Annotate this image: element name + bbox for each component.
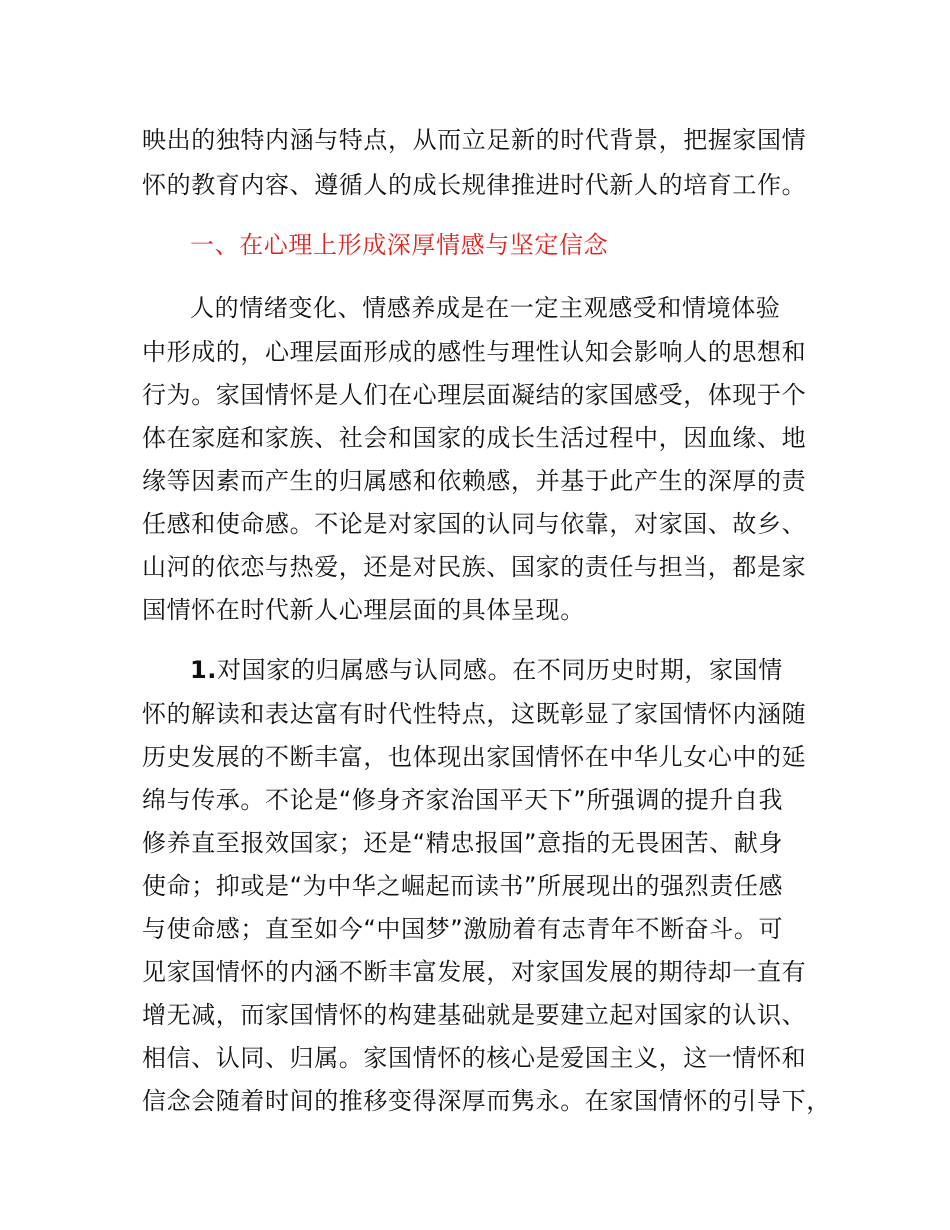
paragraph-line: 怀的解读和表达富有时代性特点，这既彰显了家国情怀内涵随 <box>142 700 807 728</box>
paragraph-line: 见家国情怀的内涵不断丰富发展，对家国发展的期待却一直有 <box>142 958 807 986</box>
paragraph-line: 使命；抑或是“为中华之崛起而读书”所展现出的强烈责任感 <box>142 872 784 900</box>
paragraph-line: 山河的依恋与热爱，还是对民族、国家的责任与担当，都是家 <box>142 553 807 581</box>
point-1-line <box>190 655 783 685</box>
paragraph-line: 与使命感；直至如今“中国梦”激励着有志青年不断奋斗。可 <box>142 915 784 943</box>
paragraph-line: 增无减，而家国情怀的构建基础就是要建立起对国家的认识、 <box>142 1001 807 1029</box>
paragraph-line: 信念会随着时间的推移变得深厚而隽永。在家国情怀的引导下， <box>142 1087 831 1115</box>
intro-line: 怀的教育内容、遵循人的成长规律推进时代新人的培育工作。 <box>142 171 807 199</box>
point-text: 对国家的归属感与认同感。在不同历史时期，家国情 <box>217 656 783 684</box>
paragraph-line: 国情怀在时代新人心理层面的具体呈现。 <box>142 596 585 624</box>
paragraph-line: 缘等因素而产生的归属感和依赖感，并基于此产生的深厚的责 <box>142 467 807 495</box>
paragraph-line: 体在家庭和家族、社会和国家的成长生活过程中，因血缘、地 <box>142 424 807 452</box>
paragraph-line: 任感和使命感。不论是对家国的认同与依靠，对家国、故乡、 <box>142 510 807 538</box>
paragraph-line: 修养直至报效国家；还是“精忠报国”意指的无畏困苦、献身 <box>142 829 784 857</box>
intro-line: 映出的独特内涵与特点，从而立足新的时代背景，把握家国情 <box>142 126 807 154</box>
paragraph-line: 中形成的，心理层面形成的感性与理性认知会影响人的思想和 <box>142 338 807 366</box>
paragraph-line: 人的情绪变化、情感养成是在一定主观感受和情境体验 <box>190 294 781 322</box>
paragraph-line: 相信、认同、归属。家国情怀的核心是爱国主义，这一情怀和 <box>142 1044 807 1072</box>
paragraph-line: 行为。家国情怀是人们在心理层面凝结的家国感受，体现于个 <box>142 381 807 409</box>
paragraph-line: 绵与传承。不论是“修身齐家治国平天下”所强调的提升自我 <box>142 786 784 814</box>
point-number: 1. <box>190 656 218 684</box>
paragraph-line: 历史发展的不断丰富，也体现出家国情怀在中华儿女心中的延 <box>142 743 807 771</box>
section-heading: 一、在心理上形成深厚情感与坚定信念 <box>190 231 609 259</box>
